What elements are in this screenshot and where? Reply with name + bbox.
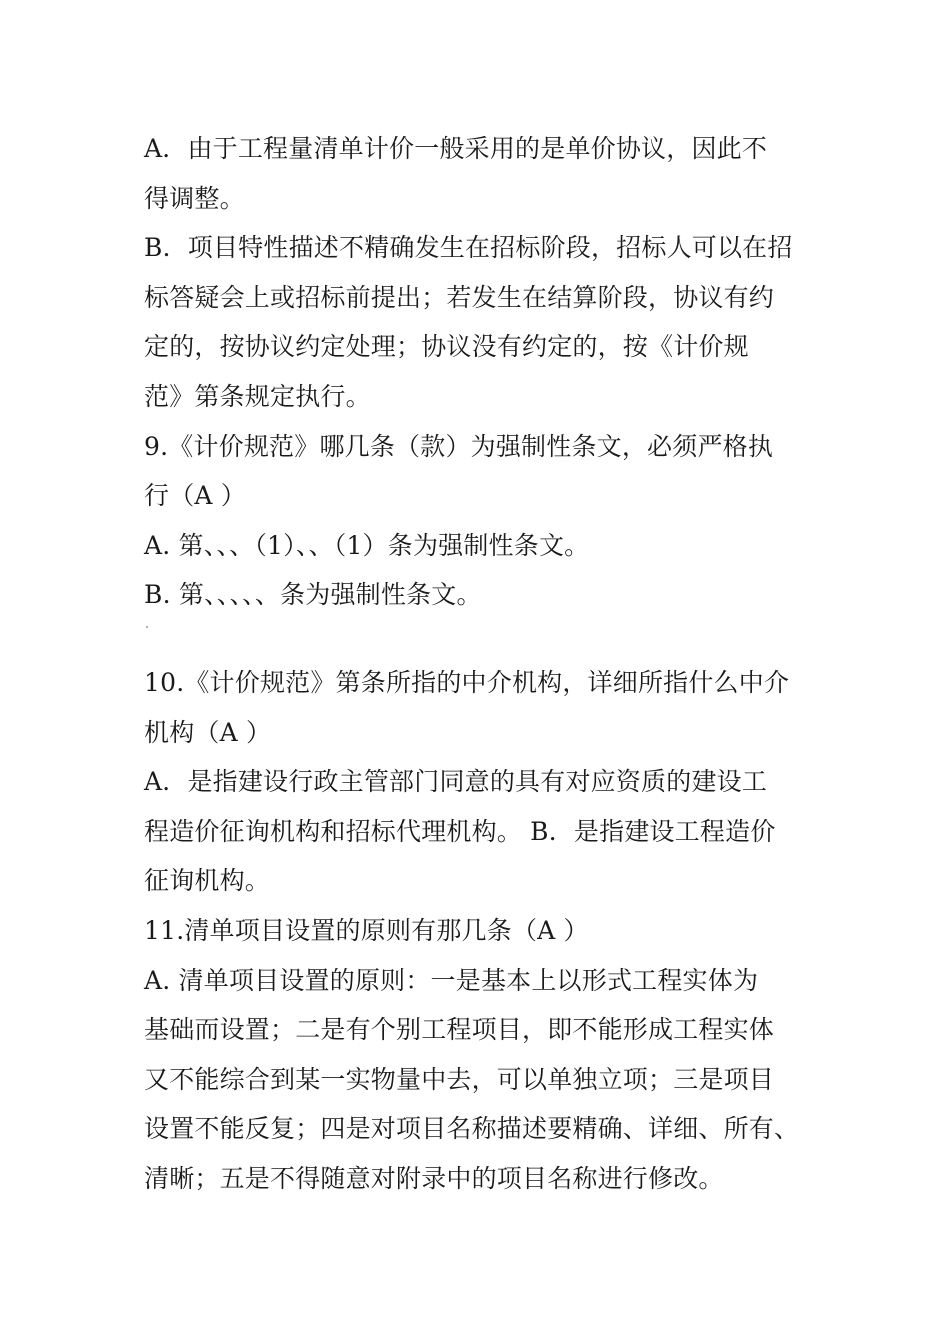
question-9-option-b: B. 第、、、、、条为强制性条文。 xyxy=(144,580,482,610)
section-gap xyxy=(144,620,824,644)
text-line: 得调整。 xyxy=(144,183,245,213)
question-9-option-a: A. 第、、、（1）、、（1）条为强制性条文。 xyxy=(144,530,590,560)
text-line: B．项目特性描述不精确发生在招标阶段，招标人可以在招 xyxy=(144,233,793,263)
stray-mark xyxy=(146,626,148,628)
question-11-title: 11.清单项目设置的原则有那几条（A ） xyxy=(144,915,589,945)
text-line: 又不能综合到某一实物量中去，可以单独立项；三是项目 xyxy=(144,1064,775,1094)
question-11-option-a: A. 清单项目设置的原则：一是基本上以形式工程实体为 xyxy=(144,965,759,995)
document-body xyxy=(144,124,824,1203)
question-9-title: 9.《计价规范》哪几条（款）为强制性条文，必须严格执 xyxy=(144,431,774,461)
question-9-title-cont: 行（A ） xyxy=(144,481,247,511)
text-line: 设置不能反复；四是对项目名称描述要精确、详细、所有、 xyxy=(144,1114,800,1144)
text-line: A．由于工程量清单计价一般采用的是单价协议，因此不 xyxy=(144,134,768,163)
text-line: 清晰；五是不得随意对附录中的项目名称进行修改。 xyxy=(144,1163,724,1193)
text-line: 基础而设置；二是有个别工程项目，即不能形成工程实体 xyxy=(144,1015,775,1045)
question-10-title: 10.《计价规范》第条所指的中介机构，详细所指什么中介 xyxy=(144,667,790,697)
question-10-option-a: A．是指建设行政主管部门同意的具有对应资质的建设工 xyxy=(144,767,768,797)
text-line: 定的，按协议约定处理；协议没有约定的，按《计价规 xyxy=(144,332,749,362)
spacer xyxy=(144,644,824,658)
text-line: 范》第条规定执行。 xyxy=(144,381,371,411)
question-10-option-a-cont: 程造价征询机构和招标代理机构。 B．是指建设工程造价 xyxy=(144,816,776,846)
text-line: 标答疑会上或招标前提出；若发生在结算阶段，协议有约 xyxy=(144,282,775,312)
question-10-option-b-cont: 征询机构。 xyxy=(144,866,271,896)
question-10-title-cont: 机构（A ） xyxy=(144,717,272,747)
